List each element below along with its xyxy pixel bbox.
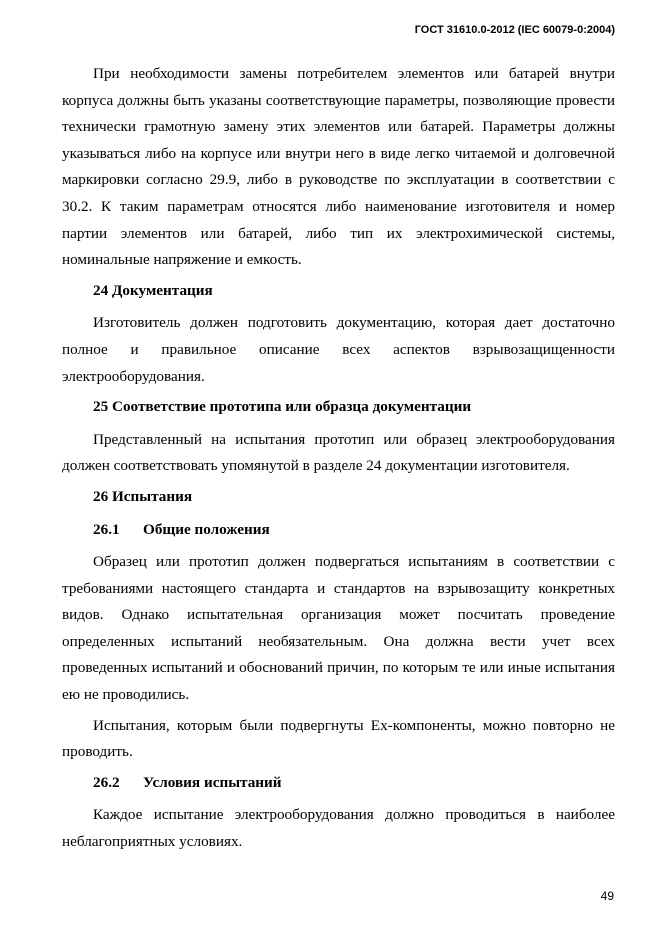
subsection-title: Условия испытаний [143, 773, 282, 791]
page-content [62, 61, 615, 860]
subsection-title: Общие положения [143, 520, 270, 538]
subsection-heading-26-1 [62, 517, 615, 544]
paragraph-prototype-conformity: Представленный на испытания прототип или образец электрооборудования должен соответствовать упомянутой в разделе 24 документации изготовителя. [62, 430, 615, 475]
subsection-number: 26.1 [93, 520, 120, 538]
subsection-number: 26.2 [93, 773, 120, 791]
paragraph-general-provisions: Образец или прототип должен подвергаться испытаниям в соответствии с требованиями настоящего стандарта и стандартов на взрывозащиту конкретных видов. Однако испытательная организация может посчитать проведение определенных испытаний необязательным. Она должна вести учет всех проведенных испытаний и обоснований причин, по которым те или иные испытания ею не проводились. [62, 553, 615, 704]
paragraph-ex-components: Испытания, которым были подвергнуты Ex-компоненты, можно повторно не проводить. [62, 716, 615, 761]
paragraph-documentation: Изготовитель должен подготовить документацию, которая дает достаточно полное и правильное описание всех аспектов взрывозащищенности электрооборудования. [62, 314, 615, 385]
page-number: 49 [600, 889, 614, 903]
section-heading-26: 26 Испытания [93, 487, 193, 505]
section-heading-25: 25 Соответствие прототипа или образца документации [93, 398, 472, 416]
paragraph-test-conditions: Каждое испытание электрооборудования должно проводиться в наиболее неблагоприятных условиях. [62, 806, 615, 851]
paragraph-battery-replacement: При необходимости замены потребителем элементов или батарей внутри корпуса должны быть указаны соответствующие параметры, позволяющие провести технически грамотную замену этих элементов или батарей. Параметры должны указываться либо на корпусе или внутри него в виде легко читаемой и долговечной маркировки согласно 29.9, либо в руководстве по эксплуатации в соответствии с 30.2. К таким параметрам относятся либо наименование изготовителя и номер партии элементов или батарей, либо тип их электрохимической системы, номинальные напряжение и емкость. [62, 65, 615, 269]
subsection-heading-26-2 [62, 770, 615, 797]
page-header: ГОСТ 31610.0-2012 (IEC 60079-0:2004) [414, 24, 615, 36]
section-heading-24: 24 Документация [93, 281, 213, 299]
